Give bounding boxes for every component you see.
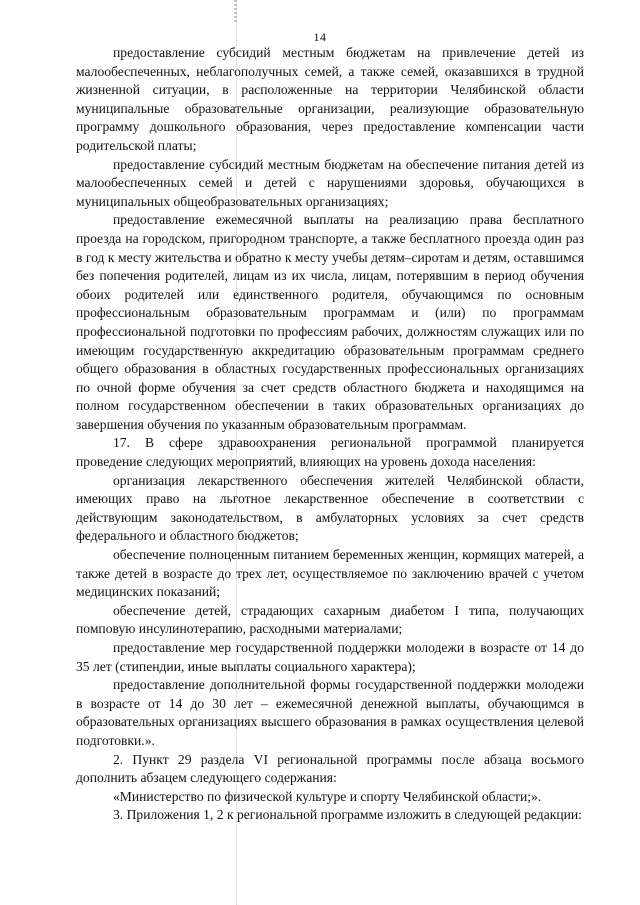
paragraph-youth-support: предоставление мер государственной поддержки молодежи в возрасте от 14 до 35 лет (стипендии, иные выплаты социального характера); xyxy=(76,640,584,674)
paragraph-free-transport: предоставление ежемесячной выплаты на реализацию права бесплатного проезда на городском, пригородном транспорте, а также бесплатного проезда один раз в год к месту жительства и обратно к месту учебы детям–сиротам и детям, оставшимся без попечения родителей, лицам из их числа, лицам, потерявшим в период обучения обоих родителей или единственного родителя, обучающимся по основным профессиональным образовательным программам и (или) по программам профессиональной подготовки по профессиям рабочих, должностям служащих или по имеющим государственную аккредитацию образовательным программам среднего общего образования в областных государственных профессиональных организациях по очной форме обучения за счет средств областного бюджета и находящимся на полном государственном обеспечении в таких образовательных организациях до завершения обучения по указанным образовательным программам. xyxy=(76,212,584,432)
paragraph-youth-monthly-payment: предоставление дополнительной формы государственной поддержки молодежи в возрасте от 14 до 30 лет – ежемесячной денежной выплаты, обучающимся в образовательных организациях высшего образования в рамках осуществления целевой подготовки.». xyxy=(76,677,584,748)
paragraph-nutrition-mothers: обеспечение полноценным питанием беременных женщин, кормящих матерей, а также детей в возрасте до трех лет, осуществляемое по заключению врачей с учетом медицинских показаний; xyxy=(76,547,584,600)
paragraph-ministry-sport: «Министерство по физической культуре и спорту Челябинской области;». xyxy=(113,788,542,804)
paragraph-item-3: 3. Приложения 1, 2 к региональной программе изложить в следующей редакции: xyxy=(113,807,582,823)
paragraph-subsidies-preschool: предоставление субсидий местным бюджетам на привлечение детей из малообеспеченных, неблагополучных семей, а также семей, оказавшихся в трудной жизненной ситуации, в расположенные на территории Челябинской области муниципальные образовательные организации, реализующие образовательную программу дошкольного образования, через предоставление компенсации части родительской платы; xyxy=(76,45,584,153)
paragraph-healthcare-intro: 17. В сфере здравоохранения региональной программой планируется проведение следующих мероприятий, влияющих на уровень дохода населения: xyxy=(76,435,584,470)
paragraph-diabetes-children: обеспечение детей, страдающих сахарным диабетом I типа, получающих помповую инсулинотерапию, расходными материалами; xyxy=(76,602,584,637)
paragraph-subsidies-nutrition: предоставление субсидий местным бюджетам на обеспечение питания детей из малообеспеченных семей и детей с нарушениями здоровья, обучающихся в муниципальных общеобразовательных организациях; xyxy=(76,156,584,209)
paragraph-medicine-provision: организация лекарственного обеспечения жителей Челябинской области, имеющих право на льготное лекарственное обеспечение в соответствии с действующим законодательством, в амбулаторных условиях за счет средств федерального и областного бюджетов; xyxy=(76,472,584,544)
page-number: 14 xyxy=(313,30,327,44)
paragraph-item-2: 2. Пункт 29 раздела VI региональной программы после абзаца восьмого дополнить абзацем следующего содержания: xyxy=(76,751,584,786)
document-body xyxy=(76,44,584,825)
